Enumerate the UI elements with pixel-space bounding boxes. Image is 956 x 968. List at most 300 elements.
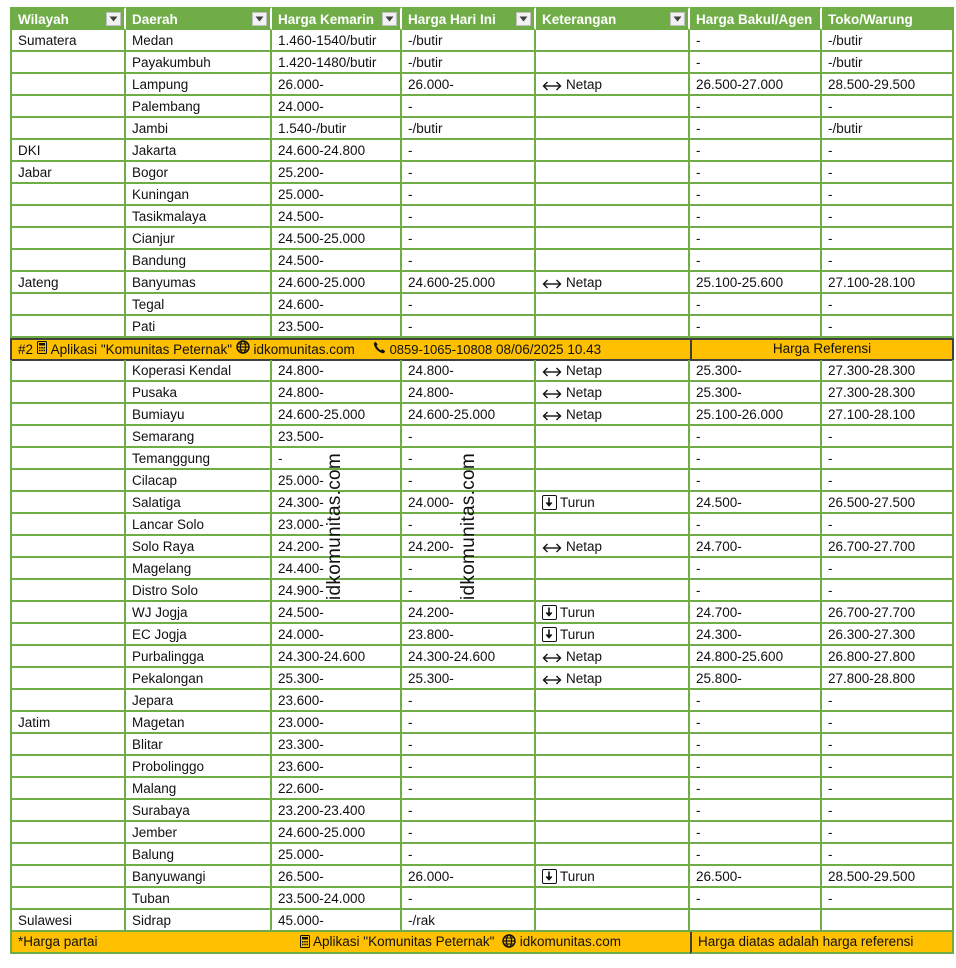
cell-harga-kemarin [272,316,402,338]
cell-harga-kemarin [272,404,402,426]
cell-value: - [408,693,413,708]
cell-harga-bakul-agen [690,382,822,404]
cell-harga-hari-ini [402,800,536,822]
cell-value: - [828,451,833,466]
cell-keterangan [536,624,690,646]
cell-daerah [126,74,272,96]
down-arrow-icon [542,495,557,510]
cell-value: - [408,561,413,576]
cell-value: - [408,231,413,246]
cell-keterangan [536,184,690,206]
cell-value: Malang [132,781,177,796]
cell-harga-hari-ini [402,624,536,646]
cell-value: - [828,165,833,180]
filter-dropdown-icon[interactable] [252,12,267,26]
cell-toko-warung [822,844,954,866]
cell-value: 23.000- [278,715,324,730]
table-row [10,74,954,96]
cell-toko-warung [822,470,954,492]
cell-harga-kemarin [272,624,402,646]
cell-value: - [828,99,833,114]
footer-site[interactable]: idkomunitas.com [519,934,622,949]
cell-harga-bakul-agen [690,536,822,558]
cell-daerah [126,206,272,228]
cell-daerah [126,272,272,294]
cell-harga-kemarin [272,910,402,932]
cell-value: 25.000- [278,187,324,202]
cell-wilayah [10,382,126,404]
filter-dropdown-icon[interactable] [516,12,531,26]
cell-toko-warung [822,382,954,404]
cell-daerah [126,228,272,250]
cell-value: - [696,143,701,158]
cell-value: - [828,473,833,488]
cell-toko-warung [822,360,954,382]
banner-datetime: 08/06/2025 10.43 [496,341,602,357]
cell-value: 26.800-27.800 [828,649,916,664]
cell-value: 25.300- [408,671,454,686]
cell-value: - [828,759,833,774]
cell-harga-bakul-agen [690,690,822,712]
cell-wilayah [10,184,126,206]
cell-harga-kemarin [272,140,402,162]
cell-harga-bakul-agen [690,52,822,74]
cell-daerah [126,646,272,668]
cell-harga-hari-ini [402,866,536,888]
cell-value: - [408,143,413,158]
cell-value: 26.500-27.000 [696,77,784,92]
cell-keterangan [536,470,690,492]
cell-harga-kemarin [272,866,402,888]
cell-harga-hari-ini [402,74,536,96]
cell-harga-kemarin [272,734,402,756]
cell-value: Bogor [132,165,169,180]
cell-value: Salatiga [132,495,181,510]
cell-daerah [126,360,272,382]
cell-value: - [828,561,833,576]
cell-wilayah [10,844,126,866]
cell-value: Sidrap [132,913,172,928]
cell-toko-warung [822,602,954,624]
status-label: Turun [560,627,595,642]
header-label: Keterangan [542,12,617,27]
status-label: Turun [560,869,595,884]
cell-daerah [126,668,272,690]
header-keterangan [536,7,690,30]
cell-value: Jepara [132,693,174,708]
cell-harga-hari-ini [402,30,536,52]
cell-value: - [408,891,413,906]
cell-value: Medan [132,33,174,48]
footer-left [10,932,690,954]
cell-value: -/butir [408,33,443,48]
cell-keterangan [536,74,690,96]
cell-harga-kemarin [272,426,402,448]
table-row [10,30,954,52]
down-arrow-icon [542,869,557,884]
cell-toko-warung [822,426,954,448]
cell-value: - [828,583,833,598]
table-row [10,360,954,382]
cell-toko-warung [822,118,954,140]
cell-toko-warung [822,184,954,206]
cell-wilayah [10,668,126,690]
cell-harga-hari-ini [402,118,536,140]
cell-value: Koperasi Kendal [132,363,232,378]
cell-keterangan [536,734,690,756]
cell-value: - [408,847,413,862]
cell-daerah [126,470,272,492]
table-body-top [10,30,954,338]
status-label: Netap [566,539,603,554]
cell-value: 23.800- [408,627,454,642]
cell-harga-kemarin [272,228,402,250]
cell-harga-kemarin [272,250,402,272]
cell-value: 24.600- [278,297,324,312]
cell-harga-hari-ini [402,668,536,690]
table-row [10,558,954,580]
cell-value: Tasikmalaya [132,209,207,224]
table-body-bottom [10,360,954,932]
cell-value: - [696,715,701,730]
cell-toko-warung [822,712,954,734]
cell-harga-bakul-agen [690,822,822,844]
cell-wilayah [10,162,126,184]
table-row [10,52,954,74]
cell-value: Distro Solo [132,583,199,598]
cell-wilayah [10,734,126,756]
cell-value: - [828,319,833,334]
cell-value: - [696,99,701,114]
cell-value: - [828,847,833,862]
cell-value: - [408,429,413,444]
cell-value: Lancar Solo [132,517,205,532]
cell-toko-warung [822,294,954,316]
cell-value: Magetan [132,715,185,730]
down-arrow-icon [542,605,557,620]
cell-value: -/butir [828,33,863,48]
header-harga-hari-ini [402,7,536,30]
cell-daerah [126,778,272,800]
cell-harga-hari-ini [402,690,536,712]
cell-value: 24.600-25.000 [278,407,366,422]
cell-wilayah [10,228,126,250]
cell-value: 24.000- [278,99,324,114]
cell-keterangan [536,52,690,74]
cell-harga-bakul-agen [690,602,822,624]
cell-harga-bakul-agen [690,30,822,52]
cell-daerah [126,316,272,338]
cell-harga-hari-ini [402,140,536,162]
cell-value: 24.000- [408,495,454,510]
cell-value: 25.800- [696,671,742,686]
cell-value: - [696,451,701,466]
cell-harga-kemarin [272,96,402,118]
cell-wilayah [10,800,126,822]
cell-daerah [126,492,272,514]
cell-toko-warung [822,800,954,822]
cell-value: - [696,429,701,444]
table-row [10,624,954,646]
cell-value: WJ Jogja [132,605,188,620]
cell-harga-hari-ini [402,294,536,316]
table-row [10,536,954,558]
cell-value: 26.700-27.700 [828,539,916,554]
price-sheet [10,7,954,954]
cell-value: - [828,517,833,532]
cell-toko-warung [822,756,954,778]
cell-keterangan [536,294,690,316]
cell-harga-bakul-agen [690,668,822,690]
cell-value: - [828,781,833,796]
cell-value: 24.500- [278,253,324,268]
cell-keterangan [536,250,690,272]
cell-value: Palembang [132,99,201,114]
cell-value: - [408,781,413,796]
cell-daerah [126,250,272,272]
cell-wilayah [10,514,126,536]
cell-wilayah [10,536,126,558]
cell-value: 24.600-25.000 [408,275,496,290]
cell-harga-hari-ini [402,272,536,294]
filter-dropdown-icon[interactable] [382,12,397,26]
cell-daerah [126,866,272,888]
cell-harga-bakul-agen [690,96,822,118]
cell-toko-warung [822,162,954,184]
cell-value: - [408,187,413,202]
banner-number: #2 [18,341,34,357]
cell-value: 24.500- [278,605,324,620]
cell-daerah [126,844,272,866]
cell-value: - [408,825,413,840]
cell-value: - [696,209,701,224]
footer-bar [10,932,954,954]
cell-value: Cianjur [132,231,175,246]
cell-value: 26.700-27.700 [828,605,916,620]
cell-harga-kemarin [272,30,402,52]
cell-value: - [278,451,283,466]
cell-value: Semarang [132,429,195,444]
cell-harga-kemarin [272,74,402,96]
cell-value: - [696,803,701,818]
cell-harga-bakul-agen [690,778,822,800]
table-row [10,140,954,162]
cell-value: 26.500- [696,869,742,884]
cell-value: 27.800-28.800 [828,671,916,686]
cell-daerah [126,382,272,404]
globe-icon [502,934,516,954]
cell-value: Temanggung [132,451,211,466]
cell-keterangan [536,30,690,52]
header-label: Harga Kemarin [278,12,375,27]
cell-value: 25.300- [696,385,742,400]
calculator-icon [37,341,47,359]
cell-value: - [828,297,833,312]
cell-value: Pati [132,319,156,334]
cell-value: 24.300-24.600 [278,649,366,664]
cell-daerah [126,756,272,778]
cell-value: - [696,561,701,576]
cell-value: - [408,517,413,532]
cell-daerah [126,294,272,316]
cell-harga-bakul-agen [690,184,822,206]
cell-value: Lampung [132,77,189,92]
cell-harga-bakul-agen [690,866,822,888]
cell-harga-bakul-agen [690,646,822,668]
cell-value: - [828,231,833,246]
banner-info [10,338,690,361]
cell-value: - [696,781,701,796]
table-row [10,910,954,932]
left-right-arrow-icon [542,649,562,668]
cell-value: - [696,759,701,774]
cell-value: - [408,583,413,598]
table-row [10,822,954,844]
cell-value: Bandung [132,253,187,268]
info-banner [10,338,954,360]
cell-harga-hari-ini [402,360,536,382]
cell-harga-hari-ini [402,382,536,404]
cell-harga-hari-ini [402,162,536,184]
globe-icon [236,340,250,359]
cell-daerah [126,404,272,426]
cell-value: - [408,209,413,224]
cell-value: 24.800- [408,385,454,400]
cell-wilayah [10,624,126,646]
cell-harga-kemarin [272,206,402,228]
cell-keterangan [536,558,690,580]
cell-toko-warung [822,536,954,558]
cell-value: - [696,187,701,202]
table-row [10,778,954,800]
cell-harga-bakul-agen [690,712,822,734]
cell-toko-warung [822,778,954,800]
cell-harga-bakul-agen [690,206,822,228]
cell-value: 24.200- [408,605,454,620]
table-row [10,184,954,206]
banner-reference: Harga Referensi [690,338,954,361]
cell-harga-kemarin [272,272,402,294]
cell-harga-kemarin [272,712,402,734]
cell-value: Balung [132,847,175,862]
cell-value: - [408,803,413,818]
cell-value: -/butir [828,55,863,70]
cell-keterangan [536,316,690,338]
banner-site[interactable]: idkomunitas.com [253,341,355,357]
cell-harga-bakul-agen [690,558,822,580]
cell-wilayah [10,756,126,778]
cell-wilayah [10,316,126,338]
cell-toko-warung [822,448,954,470]
cell-harga-hari-ini [402,426,536,448]
cell-value: - [828,187,833,202]
status-label: Netap [566,363,603,378]
cell-value: - [696,55,701,70]
cell-value: 25.000- [278,847,324,862]
cell-value: - [696,319,701,334]
cell-harga-bakul-agen [690,404,822,426]
table-row [10,514,954,536]
cell-keterangan [536,382,690,404]
cell-keterangan [536,404,690,426]
cell-wilayah [10,602,126,624]
cell-value: Kuningan [132,187,190,202]
cell-keterangan [536,668,690,690]
cell-daerah [126,514,272,536]
cell-value: Banyumas [132,275,196,290]
cell-value: - [828,253,833,268]
cell-value: Jateng [18,275,59,290]
cell-keterangan [536,866,690,888]
cell-keterangan [536,162,690,184]
cell-value: 1.540-/butir [278,121,347,136]
cell-value: - [828,429,833,444]
cell-keterangan [536,96,690,118]
cell-harga-hari-ini [402,184,536,206]
cell-value: - [696,33,701,48]
cell-value: 24.200- [278,539,324,554]
cell-keterangan [536,140,690,162]
left-right-arrow-icon [542,407,562,426]
table-row [10,228,954,250]
cell-value: - [696,297,701,312]
cell-harga-hari-ini [402,734,536,756]
status-label: Turun [560,495,595,510]
cell-wilayah [10,118,126,140]
header-toko-warung [822,7,954,30]
cell-value: Pusaka [132,385,178,400]
cell-harga-kemarin [272,162,402,184]
banner-phone[interactable]: 0859-1065-10808 [389,341,493,357]
footer-app-name: Aplikasi "Komunitas Peternak" [313,934,495,949]
cell-value: - [828,891,833,906]
table-row [10,294,954,316]
cell-value: EC Jogja [132,627,187,642]
cell-value: 27.100-28.100 [828,407,916,422]
cell-daerah [126,602,272,624]
cell-wilayah [10,448,126,470]
cell-wilayah [10,866,126,888]
cell-value: - [696,737,701,752]
filter-dropdown-icon[interactable] [106,12,121,26]
filter-dropdown-icon[interactable] [670,12,685,26]
header-harga-kemarin [272,7,402,30]
cell-value: 1.460-1540/butir [278,33,377,48]
status-label: Netap [566,407,603,422]
cell-harga-bakul-agen [690,250,822,272]
cell-value: - [696,825,701,840]
cell-daerah [126,712,272,734]
cell-value: - [408,297,413,312]
cell-keterangan [536,778,690,800]
cell-harga-bakul-agen [690,514,822,536]
cell-wilayah [10,250,126,272]
cell-harga-bakul-agen [690,888,822,910]
cell-wilayah [10,206,126,228]
cell-value: 24.800- [278,385,324,400]
footer-note: *Harga partai [18,934,98,949]
table-row [10,866,954,888]
table-row [10,206,954,228]
cell-harga-hari-ini [402,756,536,778]
cell-toko-warung [822,822,954,844]
cell-harga-kemarin [272,360,402,382]
cell-keterangan [536,536,690,558]
cell-value: - [696,231,701,246]
cell-harga-hari-ini [402,778,536,800]
cell-toko-warung [822,910,954,932]
cell-daerah [126,52,272,74]
